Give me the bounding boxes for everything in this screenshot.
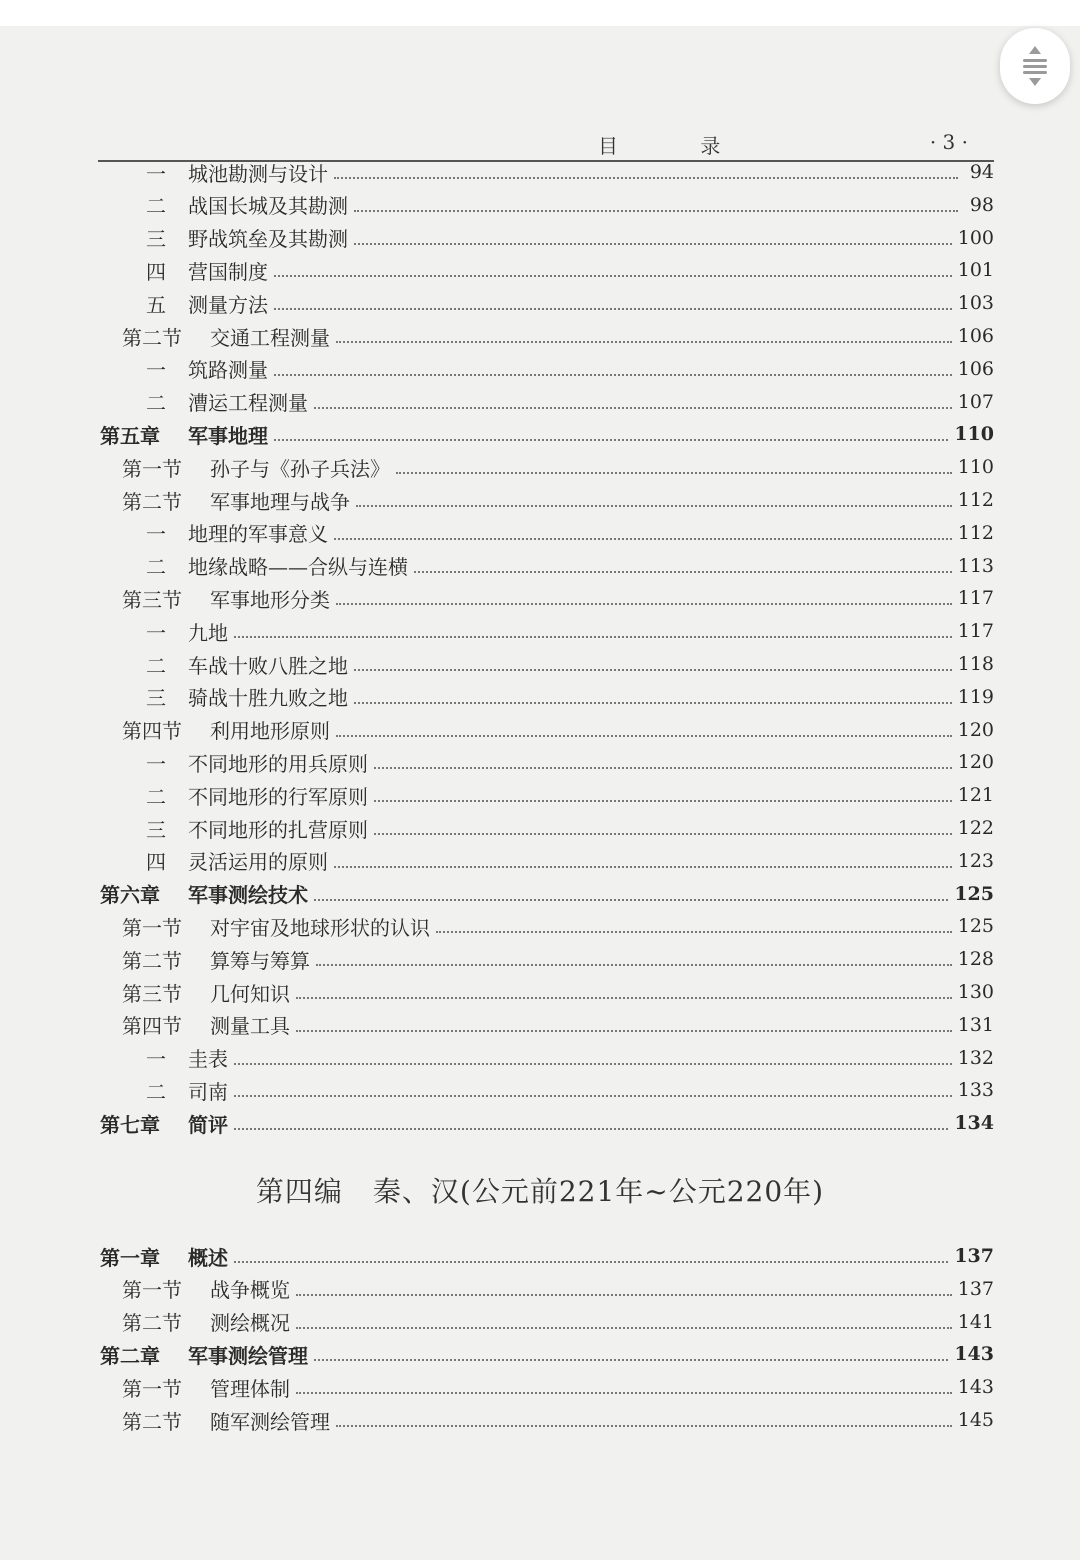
toc-entry-title: 野战筑垒及其勘测 <box>188 227 348 252</box>
toc-entry-page: 125 <box>954 882 994 905</box>
toc-leader-dots <box>396 472 952 474</box>
toc-leader-dots <box>334 538 952 540</box>
toc-leader-dots <box>336 1425 952 1427</box>
scroll-handle-icon <box>1020 43 1050 89</box>
toc-entry-title: 孙子与《孙子兵法》 <box>210 456 390 481</box>
toc-leader-dots <box>356 505 952 507</box>
toc-entry-page: 143 <box>957 1376 994 1399</box>
toc-entry-page: 141 <box>957 1310 994 1333</box>
toc-leader-dots <box>274 308 952 310</box>
toc-entry[interactable] <box>122 976 994 1008</box>
toc-entry-number: 一 <box>146 358 166 383</box>
toc-entry-title: 战争概览 <box>210 1278 290 1303</box>
toc-leader-dots <box>336 603 952 605</box>
toc-entry-title: 军事地理 <box>188 423 268 448</box>
toc-entry-page: 120 <box>957 751 994 774</box>
toc-leader-dots <box>336 735 952 737</box>
toc-entry-title: 车战十败八胜之地 <box>188 653 348 678</box>
toc-entry[interactable] <box>144 254 994 286</box>
toc-entry-title: 灵活运用的原则 <box>188 850 328 875</box>
toc-entry-page: 128 <box>957 948 994 971</box>
toc-entry-page: 132 <box>957 1046 994 1069</box>
toc-entry[interactable] <box>122 1371 994 1403</box>
toc-leader-dots <box>274 374 952 376</box>
toc-entry-number: 四 <box>146 850 166 875</box>
part-heading <box>0 1170 1080 1210</box>
top-bar <box>0 0 1080 27</box>
toc-entry-title: 漕运工程测量 <box>188 391 308 416</box>
toc-entry[interactable] <box>144 222 994 254</box>
toc-entry-page: 134 <box>954 1112 994 1135</box>
scroll-handle-button[interactable] <box>1000 28 1070 104</box>
toc-entry[interactable] <box>144 189 994 221</box>
toc-entry-title: 地理的军事意义 <box>188 522 328 547</box>
toc-entry-number: 第三节 <box>122 587 182 612</box>
toc-entry-number: 第四节 <box>122 1014 182 1039</box>
toc-entry-page: 110 <box>957 456 994 479</box>
toc-entry-page: 107 <box>957 390 994 413</box>
toc-entry-page: 98 <box>969 193 994 216</box>
toc-leader-dots <box>354 669 952 671</box>
toc-entry-number: 第一章 <box>100 1245 160 1270</box>
toc-entry-page: 143 <box>954 1343 994 1366</box>
toc-entry[interactable] <box>144 517 994 549</box>
toc-entry[interactable] <box>122 451 994 483</box>
toc-entry[interactable] <box>144 615 994 647</box>
toc-entry-number: 三 <box>146 227 166 252</box>
toc-leader-dots <box>234 1095 952 1097</box>
toc-entry-title: 地缘战略——合纵与连横 <box>188 555 408 580</box>
toc-entry[interactable] <box>122 943 994 975</box>
header-page-number: · 3 · <box>929 130 968 154</box>
toc-entry-page: 137 <box>957 1277 994 1300</box>
toc-entry[interactable] <box>122 1404 994 1436</box>
toc-leader-dots <box>234 1261 948 1263</box>
toc-entry-number: 二 <box>146 391 166 416</box>
toc-entry-title: 测量方法 <box>188 292 268 317</box>
toc-entry-title: 战国长城及其勘测 <box>188 194 348 219</box>
toc-entry[interactable] <box>100 418 994 450</box>
toc-leader-dots <box>314 899 948 901</box>
toc-entry-number: 第二节 <box>122 1409 182 1434</box>
toc-entry-page: 130 <box>957 981 994 1003</box>
toc-entry-number: 第二节 <box>122 325 182 350</box>
toc-entry[interactable] <box>144 1042 994 1074</box>
toc-leader-dots <box>336 341 952 343</box>
toc-entry-page: 112 <box>957 521 994 544</box>
toc-entry-number: 第二节 <box>122 489 182 514</box>
toc-leader-dots <box>354 702 952 704</box>
toc-entry[interactable] <box>100 1107 994 1139</box>
toc-entry-title: 筑路测量 <box>188 358 268 383</box>
toc-entry-page: 123 <box>957 849 994 872</box>
toc-entry-number: 一 <box>146 620 166 645</box>
toc-entry-title: 几何知识 <box>210 981 290 1006</box>
toc-entry-page: 110 <box>954 423 994 446</box>
toc-entry[interactable] <box>122 1273 994 1305</box>
toc-leader-dots <box>234 1128 948 1130</box>
toc-entry-page: 94 <box>969 161 994 183</box>
toc-entry-number: 第二节 <box>122 948 182 973</box>
toc-entry-number: 第二节 <box>122 1311 182 1336</box>
toc-leader-dots <box>274 439 948 441</box>
toc-entry-page: 103 <box>957 292 994 315</box>
toc-entry-number: 三 <box>146 686 166 711</box>
header-title: 目 录 <box>598 134 759 158</box>
part-label: 第四编 <box>255 1175 343 1208</box>
toc-leader-dots <box>314 407 952 409</box>
toc-entry-number: 第七章 <box>100 1112 160 1137</box>
toc-entry-title: 军事地形分类 <box>210 587 330 612</box>
toc-entry[interactable] <box>144 550 994 582</box>
toc-entry-title: 营国制度 <box>188 259 268 284</box>
toc-leader-dots <box>374 800 952 802</box>
toc-entry[interactable] <box>144 353 994 385</box>
toc-entry-number: 二 <box>146 194 166 219</box>
toc-entry-number: 第二章 <box>100 1343 160 1368</box>
toc-entry-page: 122 <box>957 817 994 839</box>
toc-leader-dots <box>334 177 958 179</box>
toc-entry[interactable] <box>122 1306 994 1338</box>
toc-entry-number: 第一节 <box>122 915 182 940</box>
toc-entry-page: 106 <box>957 357 994 380</box>
toc-leader-dots <box>316 964 952 966</box>
toc-entry[interactable] <box>144 648 994 680</box>
toc-entry-page: 133 <box>957 1079 994 1102</box>
toc-leader-dots <box>314 1359 948 1361</box>
toc-entry-number: 五 <box>146 292 166 317</box>
toc-entry-title: 对宇宙及地球形状的认识 <box>210 915 430 940</box>
toc-leader-dots <box>296 1327 952 1329</box>
toc-entry[interactable] <box>100 1240 994 1272</box>
toc-entry-number: 一 <box>146 1047 166 1072</box>
toc-entry-title: 不同地形的行军原则 <box>188 784 368 809</box>
toc-entry-title: 利用地形原则 <box>210 719 330 744</box>
toc-leader-dots <box>296 1030 952 1032</box>
toc-entry-number: 二 <box>146 1079 166 1104</box>
toc-leader-dots <box>374 767 952 769</box>
toc-entry[interactable] <box>100 1338 994 1370</box>
toc-entry-page: 118 <box>957 653 994 675</box>
toc-entry-number: 一 <box>146 522 166 547</box>
toc-entry-title: 九地 <box>188 620 228 645</box>
toc-entry-number: 二 <box>146 555 166 580</box>
toc-entry-number: 第四节 <box>122 719 182 744</box>
toc-entry-title: 简评 <box>188 1112 228 1137</box>
toc-entry-title: 管理体制 <box>210 1376 290 1401</box>
toc-leader-dots <box>274 275 952 277</box>
toc-entry[interactable] <box>122 320 994 352</box>
toc-entry[interactable] <box>122 582 994 614</box>
toc-entry-title: 测量工具 <box>210 1014 290 1039</box>
toc-entry-number: 三 <box>146 817 166 842</box>
toc-leader-dots <box>296 997 952 999</box>
toc-entry-number: 第一节 <box>122 1278 182 1303</box>
toc-entry-title: 不同地形的扎营原则 <box>188 817 368 842</box>
toc-entry-number: 二 <box>146 784 166 809</box>
toc-entry-page: 125 <box>957 915 994 938</box>
toc-entry-title: 司南 <box>188 1079 228 1104</box>
toc-entry[interactable] <box>144 746 994 778</box>
toc-entry-page: 113 <box>957 554 994 577</box>
toc-entry[interactable] <box>144 812 994 844</box>
toc-entry[interactable] <box>144 779 994 811</box>
toc-entry-title: 圭表 <box>188 1047 228 1072</box>
toc-entry[interactable] <box>144 1074 994 1106</box>
toc-entry-page: 121 <box>957 784 994 807</box>
part-title: 秦、汉(公元前221年~公元220年) <box>372 1175 825 1208</box>
toc-entry-page: 101 <box>957 259 994 282</box>
toc-leader-dots <box>296 1294 952 1296</box>
toc-entry-number: 第一节 <box>122 456 182 481</box>
toc-entry-title: 测绘概况 <box>210 1311 290 1336</box>
toc-entry-number: 第六章 <box>100 883 160 908</box>
toc-entry[interactable] <box>122 910 994 942</box>
toc-entry-page: 117 <box>957 587 994 610</box>
toc-entry-page: 112 <box>957 489 994 511</box>
toc-entry-page: 119 <box>957 685 994 708</box>
toc-entry-page: 100 <box>957 226 994 249</box>
toc-entry-page: 106 <box>957 325 994 347</box>
toc-entry-title: 算筹与筹算 <box>210 948 310 973</box>
toc-leader-dots <box>374 833 952 835</box>
toc-entry-page: 117 <box>957 620 994 643</box>
toc-leader-dots <box>334 866 952 868</box>
toc-entry-number: 第五章 <box>100 423 160 448</box>
toc-entry-title: 交通工程测量 <box>210 325 330 350</box>
toc-leader-dots <box>354 243 952 245</box>
toc-entry-number: 一 <box>146 161 166 186</box>
toc-entry-title: 军事测绘管理 <box>188 1343 308 1368</box>
toc-leader-dots <box>436 931 952 933</box>
toc-leader-dots <box>296 1392 952 1394</box>
toc-entry[interactable] <box>144 287 994 319</box>
toc-entry[interactable] <box>144 386 994 418</box>
toc-entry-number: 第一节 <box>122 1376 182 1401</box>
toc-entry-page: 131 <box>957 1013 994 1036</box>
toc-entry[interactable] <box>122 484 994 516</box>
toc-entry[interactable] <box>144 681 994 713</box>
toc-leader-dots <box>414 571 952 573</box>
toc-entry-title: 骑战十胜九败之地 <box>188 686 348 711</box>
toc-entry[interactable] <box>122 714 994 746</box>
toc-entry-number: 二 <box>146 653 166 678</box>
toc-entry-number: 一 <box>146 751 166 776</box>
toc-entry-number: 第三节 <box>122 981 182 1006</box>
toc-entry-title: 概述 <box>188 1245 228 1270</box>
toc-entry-page: 137 <box>954 1245 994 1267</box>
toc-leader-dots <box>234 1063 952 1065</box>
toc-leader-dots <box>234 636 952 638</box>
toc-entry-title: 军事测绘技术 <box>188 883 308 908</box>
toc-entry-number: 四 <box>146 259 166 284</box>
toc-entry-title: 随军测绘管理 <box>210 1409 330 1434</box>
toc-entry[interactable] <box>144 156 994 188</box>
toc-leader-dots <box>354 210 958 212</box>
toc-entry-title: 不同地形的用兵原则 <box>188 751 368 776</box>
toc-entry-page: 145 <box>957 1409 994 1431</box>
toc-entry[interactable] <box>122 1009 994 1041</box>
toc-entry[interactable] <box>144 845 994 877</box>
toc-entry[interactable] <box>100 878 994 910</box>
toc-entry-page: 120 <box>957 718 994 741</box>
toc-entry-title: 城池勘测与设计 <box>188 161 328 186</box>
toc-entry-title: 军事地理与战争 <box>210 489 350 514</box>
